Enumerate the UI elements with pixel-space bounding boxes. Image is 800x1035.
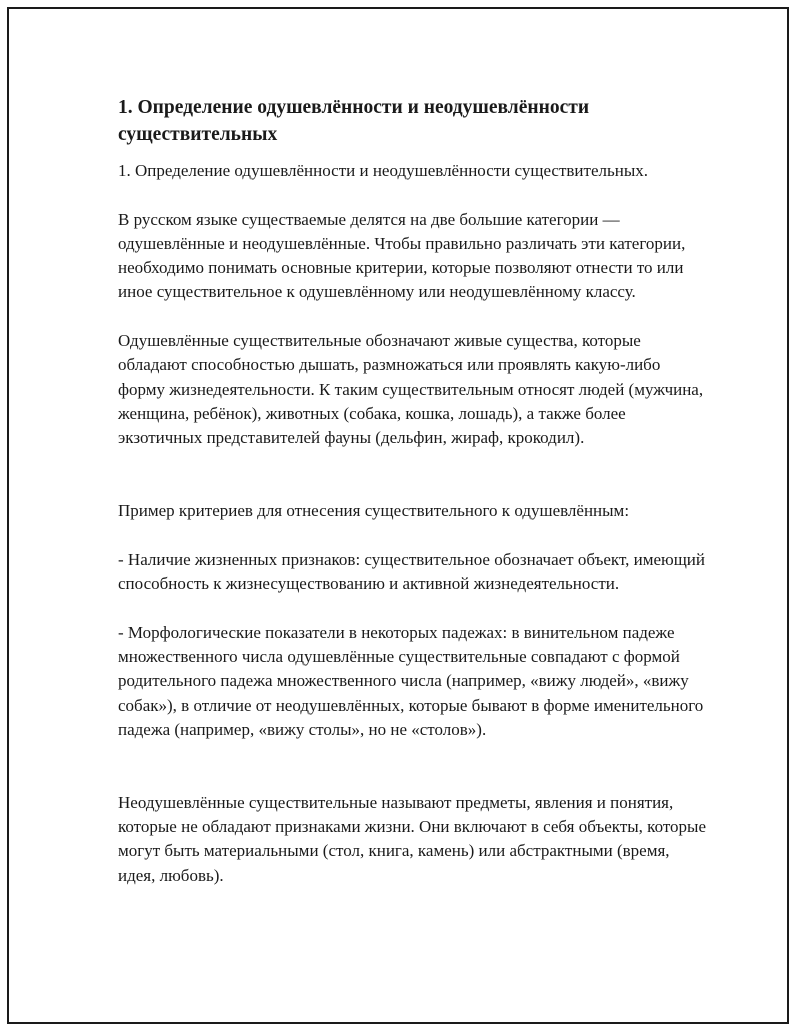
criteria-item-morphology: - Морфологические показатели в некоторых падежах: в винительном падеже множественного числа одушевлённые существительные совпадают с формой родительного падежа множественного числа (например, «вижу людей», «вижу собак»), в отличие от неодушевлённых, которые бывают в форме именительного падежа (например, «вижу столы», но не «столов»). [118, 622, 704, 739]
paragraph-introduction: В русском языке существаемые делятся на две большие категории — одушевлённые и неодушевлённые. Чтобы правильно различать эти категории, необходимо понимать основные критерии, которые позволяют отнести то или иное существительное к одушевлённому или неодушевлённому классу. [118, 209, 686, 302]
criteria-intro: Пример критериев для отнесения существительного к одушевлённым: [118, 501, 630, 521]
criteria-item-life-signs: - Наличие жизненных признаков: существительное обозначает объект, имеющий способность к жизнесуществованию и активной жизнедеятельности. [118, 549, 705, 594]
paragraph-repeated-heading: 1. Определение одушевлённости и неодушевлённости существительных. [118, 161, 648, 180]
document-content [118, 94, 708, 888]
paragraph-inanimate-nouns: Неодушевлённые существительные называют предметы, явления и понятия, которые не обладают признаками жизни. Они включают в себя объекты, которые могут быть материальными (стол, книга, камень) или абстрактными (время, идея, любовь). [118, 792, 707, 885]
document-heading: 1. Определение одушевлённости и неодушевлённости существительных [118, 97, 590, 145]
paragraph-criteria [118, 475, 708, 767]
paragraph-animate-nouns: Одушевлённые существительные обозначают живые существа, которые обладают способностью дышать, размножаться или проявлять какую-либо форму жизнедеятельности. К таким существительным относят людей (мужчина, женщина, ребёнок), животных (собака, кошка, лошадь), а также более экзотичных представителей фауны (дельфин, жираф, крокодил). [118, 331, 704, 448]
document-body [118, 159, 708, 888]
